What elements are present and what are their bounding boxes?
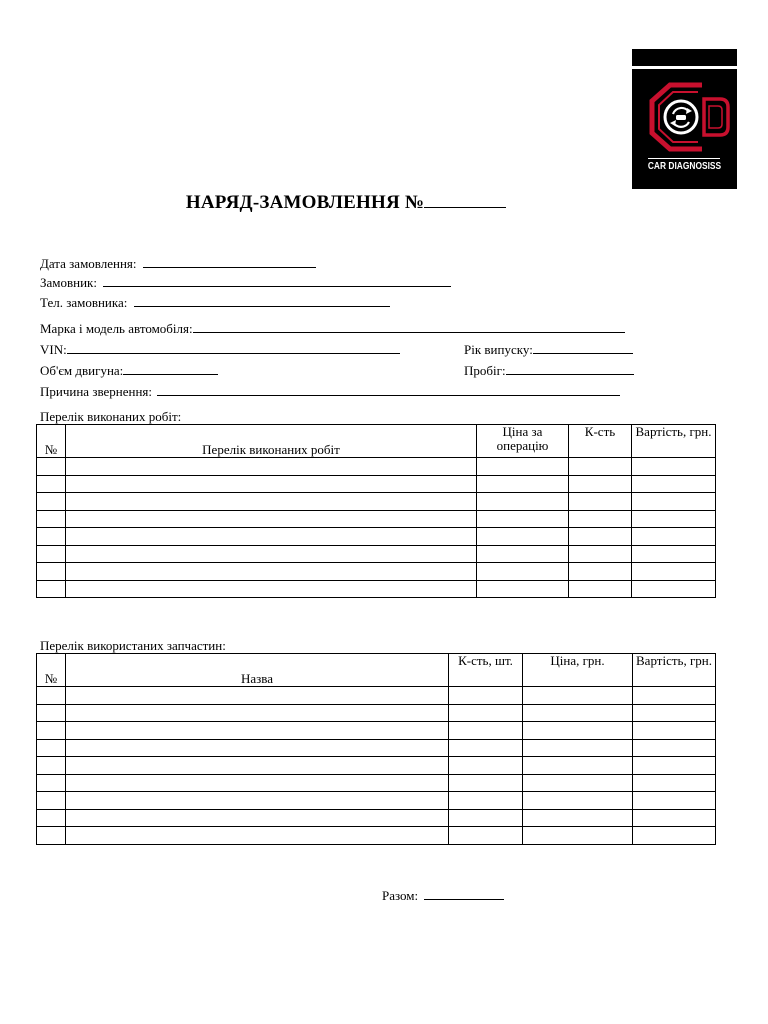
reason-blank[interactable]: [157, 383, 620, 396]
parts-table-cell[interactable]: [37, 687, 66, 705]
parts-table-row: [37, 704, 716, 722]
parts-table-cell[interactable]: [449, 792, 523, 810]
parts-table-cell[interactable]: [66, 687, 449, 705]
works-table-cell[interactable]: [477, 493, 569, 511]
works-table-cell[interactable]: [569, 475, 632, 493]
parts-table-cell[interactable]: [66, 757, 449, 775]
parts-table-cell[interactable]: [449, 809, 523, 827]
customer-phone-label: Тел. замовника:: [40, 295, 128, 310]
works-table-row: [37, 475, 716, 493]
works-table-cell[interactable]: [632, 580, 716, 598]
parts-table-row: [37, 774, 716, 792]
works-table-cell[interactable]: [37, 528, 66, 546]
works-table-cell[interactable]: [569, 545, 632, 563]
mileage-blank[interactable]: [506, 362, 634, 375]
parts-table-cell[interactable]: [633, 809, 716, 827]
works-table-cell[interactable]: [632, 475, 716, 493]
parts-table-row: [37, 722, 716, 740]
engine-volume-blank[interactable]: [123, 362, 218, 375]
total-label: Разом:: [382, 888, 419, 903]
parts-table-cell[interactable]: [633, 739, 716, 757]
customer-phone-blank[interactable]: [134, 294, 390, 307]
works-table-body: [37, 458, 716, 598]
parts-table: [36, 653, 716, 845]
parts-section-label: Перелік використаних запчастин:: [40, 638, 226, 653]
parts-table-cell[interactable]: [523, 722, 633, 740]
works-section-label: Перелік виконаних робіт:: [40, 409, 182, 424]
reason-field: [40, 383, 620, 400]
reason-label: Причина звернення:: [40, 384, 153, 399]
works-table-cell[interactable]: [569, 528, 632, 546]
customer-blank[interactable]: [103, 274, 451, 287]
parts-table-cell[interactable]: [66, 722, 449, 740]
customer-phone-field: [40, 294, 390, 311]
works-table-cell[interactable]: [569, 563, 632, 581]
parts-table-row: [37, 739, 716, 757]
year-blank[interactable]: [533, 341, 633, 354]
works-table-row: [37, 545, 716, 563]
parts-table-cell[interactable]: [633, 722, 716, 740]
works-table-row: [37, 510, 716, 528]
works-table-cell[interactable]: [569, 493, 632, 511]
parts-header-row: [37, 654, 716, 687]
mileage-field: [464, 362, 634, 379]
car-model-field: [40, 320, 625, 337]
order-date-blank[interactable]: [143, 255, 316, 268]
engine-volume-label: Об'єм двигуна:: [40, 363, 124, 378]
works-table-cell[interactable]: [632, 510, 716, 528]
customer-label: Замовник:: [40, 275, 97, 290]
works-table-cell[interactable]: [37, 510, 66, 528]
customer-field: [40, 274, 451, 291]
works-table-cell[interactable]: [66, 510, 477, 528]
order-number-blank[interactable]: [424, 193, 506, 208]
parts-table-cell[interactable]: [523, 704, 633, 722]
parts-table-cell[interactable]: [66, 792, 449, 810]
parts-table-cell[interactable]: [523, 757, 633, 775]
works-table-cell[interactable]: [477, 510, 569, 528]
parts-table-cell[interactable]: [37, 827, 66, 845]
parts-table-cell[interactable]: [633, 704, 716, 722]
works-table-cell[interactable]: [477, 580, 569, 598]
parts-table-cell[interactable]: [37, 739, 66, 757]
parts-table-cell[interactable]: [523, 774, 633, 792]
parts-table-cell[interactable]: [449, 687, 523, 705]
parts-header-cost-text: Вартість, грн.: [636, 653, 712, 668]
parts-table-row: [37, 809, 716, 827]
parts-table-cell[interactable]: [37, 757, 66, 775]
parts-header-number: №: [37, 654, 66, 687]
parts-table-cell[interactable]: [633, 757, 716, 775]
parts-table-cell[interactable]: [523, 739, 633, 757]
works-header-unit-price-text: Ціна за операцію: [496, 424, 549, 453]
parts-table-cell[interactable]: [37, 792, 66, 810]
works-table-row: [37, 458, 716, 476]
car-diagnosis-logo-mark: [640, 77, 732, 157]
parts-table-cell[interactable]: [66, 704, 449, 722]
title-text: НАРЯД-ЗАМОВЛЕННЯ №: [185, 192, 425, 213]
parts-table-body: [37, 687, 716, 845]
works-table-cell[interactable]: [66, 475, 477, 493]
works-table-row: [37, 580, 716, 598]
parts-table-cell[interactable]: [523, 827, 633, 845]
works-table-cell[interactable]: [569, 580, 632, 598]
order-date-field: [40, 255, 316, 272]
parts-table-cell[interactable]: [449, 827, 523, 845]
total-blank[interactable]: [424, 887, 504, 900]
works-header-cost-text: Вартість, грн.: [635, 424, 712, 439]
parts-table-cell[interactable]: [449, 704, 523, 722]
parts-header-price: Ціна, грн.: [523, 654, 633, 687]
mileage-label: Пробіг:: [464, 363, 506, 378]
car-model-label: Марка і модель автомобіля:: [40, 321, 193, 336]
parts-table-cell[interactable]: [37, 809, 66, 827]
works-table-cell[interactable]: [66, 545, 477, 563]
parts-table-cell[interactable]: [523, 809, 633, 827]
parts-table-cell[interactable]: [523, 792, 633, 810]
parts-table-cell[interactable]: [633, 792, 716, 810]
parts-header-cost: [633, 654, 716, 687]
works-table-cell[interactable]: [37, 475, 66, 493]
total-field: [382, 887, 504, 904]
works-table-cell[interactable]: [66, 528, 477, 546]
company-logo: [632, 49, 737, 189]
parts-table-cell[interactable]: [66, 774, 449, 792]
works-header-unit-price: [477, 425, 569, 458]
works-header-work: Перелік виконаних робіт: [66, 425, 477, 458]
works-table: [36, 424, 716, 598]
works-table-cell[interactable]: [632, 545, 716, 563]
parts-table-cell[interactable]: [449, 722, 523, 740]
engine-volume-field: [40, 362, 218, 379]
parts-table-cell[interactable]: [449, 774, 523, 792]
parts-table-cell[interactable]: [449, 739, 523, 757]
vin-blank[interactable]: [67, 341, 400, 354]
logo-rule: [648, 158, 720, 159]
parts-header-qty: К-сть, шт.: [449, 654, 523, 687]
page-title: [0, 192, 692, 214]
works-table-cell[interactable]: [477, 563, 569, 581]
parts-header-name: Назва: [66, 654, 449, 687]
logo-top-bar: [632, 66, 737, 69]
vin-field: [40, 341, 400, 358]
parts-table-row: [37, 687, 716, 705]
parts-table-row: [37, 757, 716, 775]
works-table-cell[interactable]: [37, 545, 66, 563]
works-table-cell[interactable]: [477, 458, 569, 476]
logo-brand-text: CAR DIAGNOSISS: [647, 161, 722, 172]
works-header-number: №: [37, 425, 66, 458]
works-table-cell[interactable]: [632, 458, 716, 476]
parts-table-row: [37, 792, 716, 810]
works-table-cell[interactable]: [66, 458, 477, 476]
works-header-cost: [632, 425, 716, 458]
parts-table-cell[interactable]: [37, 704, 66, 722]
works-table-cell[interactable]: [569, 510, 632, 528]
parts-table-cell[interactable]: [66, 739, 449, 757]
parts-table-cell[interactable]: [37, 722, 66, 740]
works-table-cell[interactable]: [66, 493, 477, 511]
parts-table-cell[interactable]: [633, 774, 716, 792]
works-table-cell[interactable]: [37, 563, 66, 581]
parts-table-cell[interactable]: [633, 687, 716, 705]
order-date-label: Дата замовлення:: [40, 256, 137, 271]
works-table-row: [37, 493, 716, 511]
works-table-row: [37, 563, 716, 581]
works-table-cell[interactable]: [37, 458, 66, 476]
works-table-cell[interactable]: [66, 580, 477, 598]
parts-table-row: [37, 827, 716, 845]
year-label: Рік випуску:: [464, 342, 533, 357]
parts-table-cell[interactable]: [449, 757, 523, 775]
works-table-row: [37, 528, 716, 546]
works-table-cell[interactable]: [632, 528, 716, 546]
works-header-qty: К-сть: [569, 425, 632, 458]
parts-table-cell[interactable]: [66, 809, 449, 827]
vin-label: VIN:: [40, 342, 67, 357]
works-table-cell[interactable]: [37, 580, 66, 598]
parts-table-cell[interactable]: [37, 774, 66, 792]
works-table-cell[interactable]: [569, 458, 632, 476]
works-table-cell[interactable]: [37, 493, 66, 511]
works-table-cell[interactable]: [632, 493, 716, 511]
works-table-cell[interactable]: [477, 545, 569, 563]
parts-table-cell[interactable]: [633, 827, 716, 845]
works-table-cell[interactable]: [477, 528, 569, 546]
car-model-blank[interactable]: [193, 320, 625, 333]
parts-table-cell[interactable]: [523, 687, 633, 705]
year-field: [464, 341, 633, 358]
parts-table-cell[interactable]: [66, 827, 449, 845]
works-table-cell[interactable]: [66, 563, 477, 581]
works-header-row: [37, 425, 716, 458]
works-table-cell[interactable]: [632, 563, 716, 581]
works-table-cell[interactable]: [477, 475, 569, 493]
